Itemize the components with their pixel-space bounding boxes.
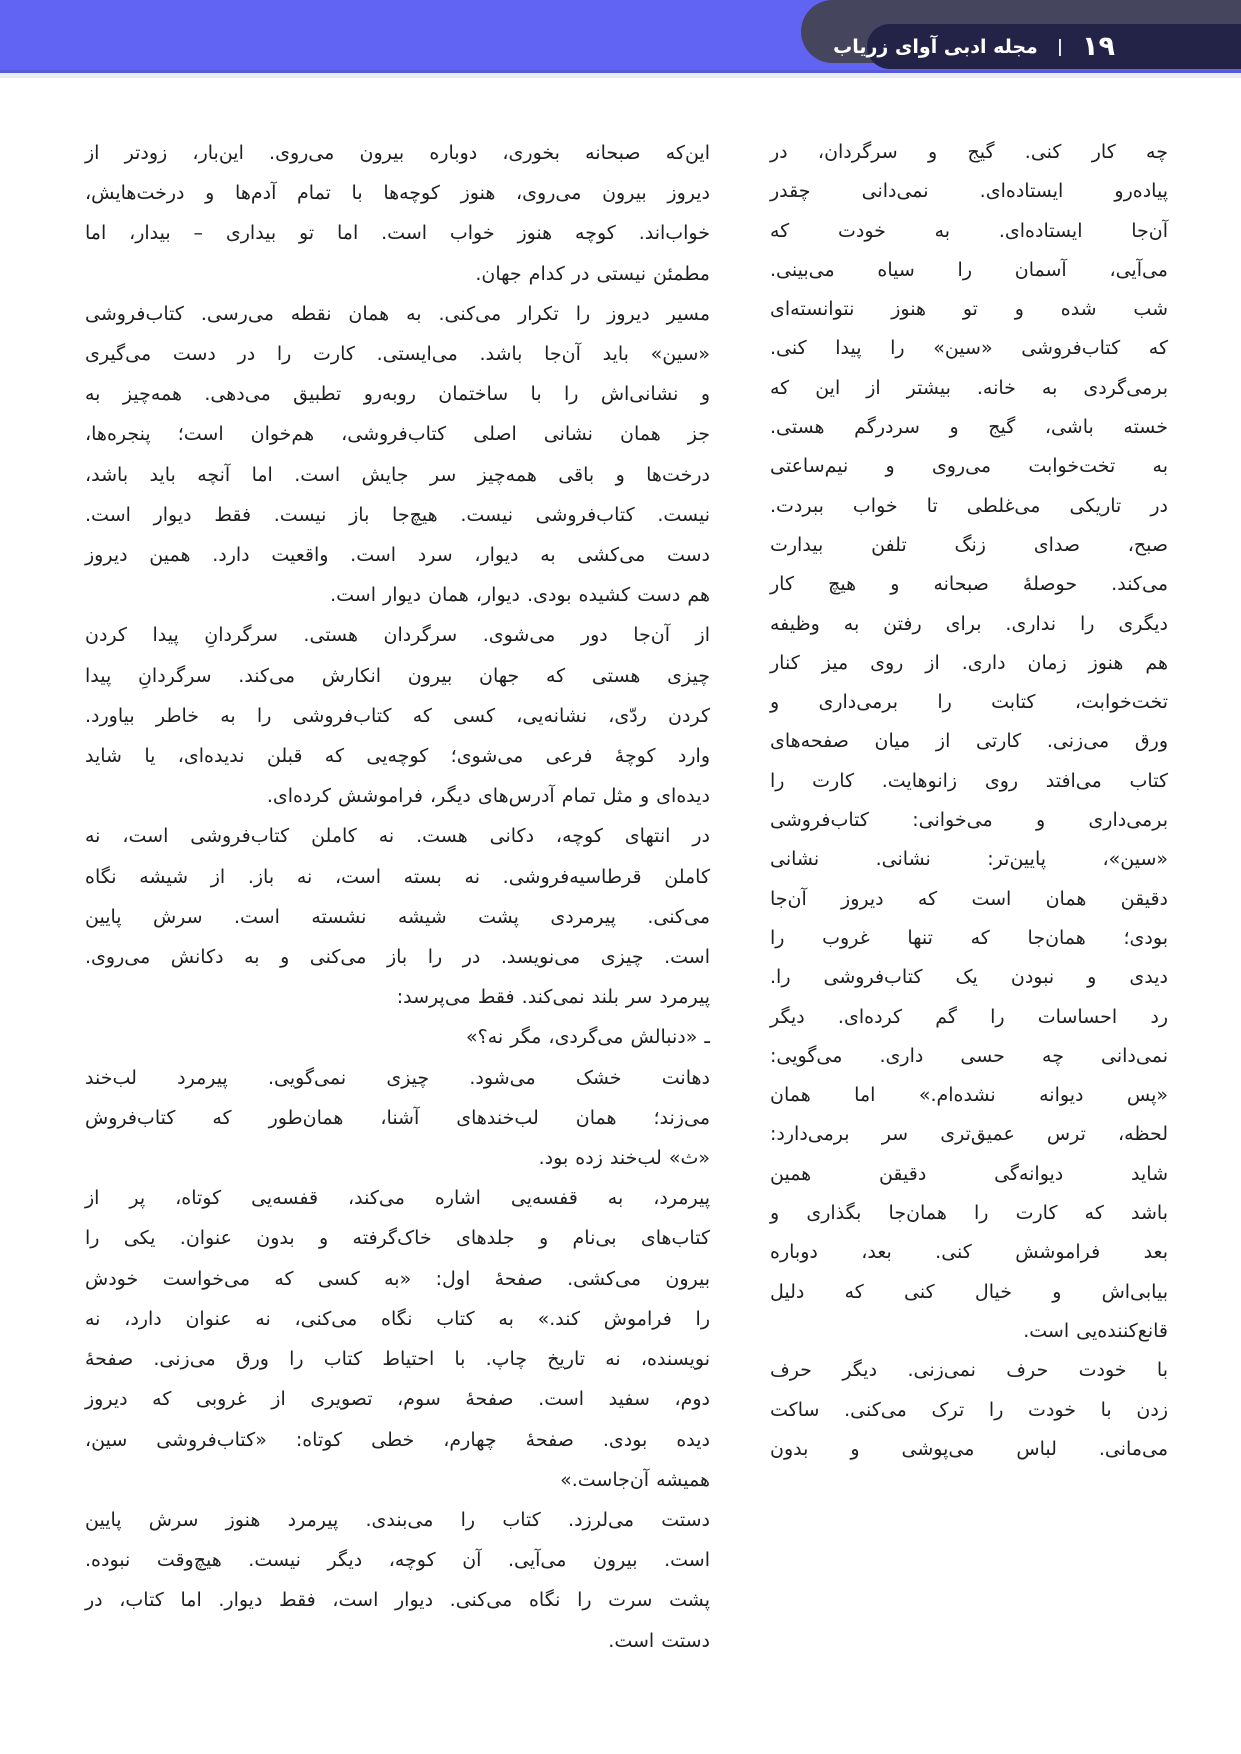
magazine-title-pill xyxy=(833,24,1241,69)
text-line: «ث» لب‌خند زده بود. xyxy=(538,1147,710,1170)
text-column-right xyxy=(770,133,1168,1469)
text-line: وارد کوچهٔ فرعی می‌شوی؛ کوچه‌یی که قبلن ندیده‌ای، یا شاید xyxy=(85,745,710,768)
text-line: بیرون می‌کشی. صفحهٔ اول: «به کسی که می‌خواست خودش xyxy=(85,1267,710,1290)
text-line: کاملن قرطاسیه‌فروشی. نه بسته است، نه باز. از شیشه نگاه xyxy=(85,865,710,888)
text-line: ورق می‌زنی. کارتی از میان صفحه‌های xyxy=(770,730,1168,753)
text-line: «سین» باید آن‌جا باشد. می‌ایستی. کارت را در دست می‌گیری xyxy=(85,343,710,366)
text-line: را فراموش کند.» به کتاب نگاه می‌کنی، نه عنوان دارد، نه xyxy=(85,1307,710,1330)
text-line: شاید دیوانه‌گی دقیقن همین xyxy=(770,1162,1168,1185)
text-line: دهانت خشک می‌شود. چیزی نمی‌گویی. پیرمرد لب‌خند xyxy=(85,1066,710,1089)
text-line: که کتاب‌فروشی «سین» را پیدا کنی. xyxy=(770,337,1168,360)
text-line: در انتهای کوچه، دکانی هست. نه کاملن کتاب‌فروشی است، نه xyxy=(85,825,710,848)
text-line: چه کار کنی. گیج و سرگردان، در xyxy=(770,141,1168,163)
text-line: برمی‌داری و می‌خوانی: کتاب‌فروشی xyxy=(770,809,1168,832)
text-line: کتاب‌های بی‌نام و جلدهای خاک‌گرفته و بدون عنوان. یکی را xyxy=(85,1227,710,1250)
text-line: است. چیزی می‌نویسد. در را باز می‌کنی و به دکانش می‌روی. xyxy=(85,946,710,969)
text-line: پشت سرت را نگاه می‌کنی. دیوار است، فقط دیوار. اما کتاب، در xyxy=(85,1589,710,1612)
text-line: زدن با خودت را ترک می‌کنی. ساکت xyxy=(770,1398,1168,1421)
text-line: بودی؛ همان‌جا که تنها غروب را xyxy=(770,926,1168,949)
text-line: دستت می‌لرزد. کتاب را می‌بندی. پیرمرد هنوز سرش پایین xyxy=(85,1508,710,1531)
text-line: پیرمرد، به قفسه‌یی اشاره می‌کند، قفسه‌یی کوتاه، پر از xyxy=(85,1187,710,1210)
text-line: درخت‌ها و باقی همه‌چیز سر جایش است. اما آنچه باید باشد، xyxy=(85,463,710,486)
text-line: لحظه، ترس عمیق‌تری سر برمی‌دارد: xyxy=(770,1123,1168,1146)
text-line: صبح، صدای زنگ تلفن بیدارت xyxy=(770,533,1168,556)
text-line: قانع‌کننده‌یی است. xyxy=(1023,1319,1168,1342)
text-line: نیست. کتاب‌فروشی نیست. هیچ‌جا باز نیست. فقط دیوار است. xyxy=(85,503,710,526)
text-line: رد احساسات را گم کرده‌ای. دیگر xyxy=(770,1005,1168,1028)
text-line: نویسنده، نه تاریخ چاپ. با احتیاط کتاب را ورق می‌زنی. صفحهٔ xyxy=(85,1348,710,1371)
title-separator: | xyxy=(1056,36,1064,57)
text-line: «سین»، پایین‌تر: نشانی. نشانی xyxy=(770,848,1168,871)
magazine-title: مجله ادبی آوای زریاب xyxy=(833,35,1038,58)
text-line: بعد فراموشش کنی. بعد، دوباره xyxy=(770,1241,1168,1264)
text-line: به تخت‌خوابت می‌روی و نیم‌ساعتی xyxy=(770,455,1168,478)
text-line: پیرمرد سر بلند نمی‌کند. فقط می‌پرسد: xyxy=(396,986,710,1009)
text-line: نمی‌دانی چه حسی داری. می‌گویی: xyxy=(770,1044,1168,1067)
text-line: «پس دیوانه نشده‌ام.» اما همان xyxy=(770,1084,1168,1107)
page-header xyxy=(0,0,1241,73)
text-line: باشد که کارت را همان‌جا بگذاری و xyxy=(770,1202,1168,1225)
text-line: مسیر دیروز را تکرار می‌کنی. به همان نقطه می‌رسی. کتاب‌فروشی xyxy=(85,302,710,325)
text-line: می‌کنی. پیرمردی پشت شیشه نشسته است. سرش پایین xyxy=(85,905,710,928)
text-line: دست می‌کشی به دیوار، سرد است. واقعیت دارد. همین دیروز xyxy=(85,544,710,567)
text-column-left xyxy=(85,133,710,1661)
text-line: جز همان نشانی اصلی کتاب‌فروشی، هم‌خوان است؛ پنجره‌ها، xyxy=(85,423,710,446)
text-line: است. بیرون می‌آیی. آن کوچه، دیگر نیست. هیچ‌وقت نبوده. xyxy=(85,1549,710,1572)
text-line: مطمئن نیستی در کدام جهان. xyxy=(475,262,710,285)
text-line: همیشه آن‌جاست.» xyxy=(560,1468,710,1491)
text-line: دیگری را نداری. برای رفتن به وظیفه xyxy=(770,612,1168,635)
page-number: ۱۹ xyxy=(1082,31,1115,62)
text-line: پیاده‌رو ایستاده‌ای. نمی‌دانی چقدر xyxy=(770,180,1168,203)
text-line: این‌که صبحانه بخوری، دوباره بیرون می‌روی. این‌بار، زودتر از xyxy=(85,142,710,164)
text-line: تخت‌خوابت، کتابت را برمی‌داری و xyxy=(770,691,1168,714)
text-line: دیدی و نبودن یک کتاب‌فروشی را. xyxy=(770,966,1168,989)
text-line: دستت است. xyxy=(608,1629,710,1652)
header-underline-divider xyxy=(0,73,1241,78)
text-line: دوم، سفید است. صفحهٔ سوم، تصویری از غروبی که دیروز xyxy=(85,1388,710,1411)
text-line: خسته باشی، گیج و سردرگم هستی. xyxy=(770,416,1168,439)
text-line: می‌آیی، آسمان را سیاه می‌بینی. xyxy=(770,258,1168,281)
text-line: دیروز بیرون می‌روی، هنوز کوچه‌ها با تمام آدم‌ها و درخت‌هایش، xyxy=(85,182,710,205)
text-line: کردن ردّی، نشانه‌یی، کسی که کتاب‌فروشی را به خاطر بیاورد. xyxy=(85,704,710,727)
text-line: و نشانی‌اش را با ساختمان روبه‌رو تطبیق می‌دهی. همه‌چیز به xyxy=(85,383,710,406)
text-line: با خودت حرف نمی‌زنی. دیگر حرف xyxy=(770,1359,1168,1382)
text-line: برمی‌گردی به خانه. بیشتر از این که xyxy=(770,376,1168,399)
text-line: می‌کند. حوصلهٔ صبحانه و هیچ کار xyxy=(770,573,1168,596)
text-line: آن‌جا ایستاده‌ای. به خودت که xyxy=(770,219,1168,242)
text-line: ـ «دنبالش می‌گردی، مگر نه؟» xyxy=(466,1026,710,1049)
text-line: کتاب می‌افتد روی زانوهایت. کارت را xyxy=(770,769,1168,792)
text-line: می‌مانی. لباس می‌پوشی و بدون xyxy=(770,1437,1168,1460)
text-line: بیابی‌اش و خیال کنی که دلیل xyxy=(770,1280,1168,1303)
text-line: خواب‌اند. کوچه هنوز خواب است. اما تو بیداری – بیدار، اما xyxy=(85,222,710,245)
text-line: هم هنوز زمان داری. از روی میز کنار xyxy=(770,651,1168,674)
text-line: از آن‌جا دور می‌شوی. سرگردان هستی. سرگردانِ پیدا کردن xyxy=(85,624,710,647)
text-line: در تاریکی می‌غلطی تا خواب ببردت. xyxy=(770,494,1168,517)
text-line: دیده‌ای و مثل تمام آدرس‌های دیگر، فراموشش کرده‌ای. xyxy=(266,785,710,808)
text-line: شب شده و تو هنوز نتوانسته‌ای xyxy=(770,298,1168,321)
text-line: چیزی هستی که جهان بیرون انکارش می‌کند. سرگردانِ پیدا xyxy=(85,664,710,687)
text-line: دقیقن همان است که دیروز آن‌جا xyxy=(770,887,1168,910)
text-line: هم دست کشیده بودی. دیوار، همان دیوار است. xyxy=(330,584,710,607)
text-line: دیده بودی. صفحهٔ چهارم، خطی کوتاه: «کتاب‌فروشی سین، xyxy=(85,1428,710,1451)
text-line: می‌زند؛ همان لب‌خندهای آشنا، همان‌طور که کتاب‌فروش xyxy=(85,1106,710,1129)
